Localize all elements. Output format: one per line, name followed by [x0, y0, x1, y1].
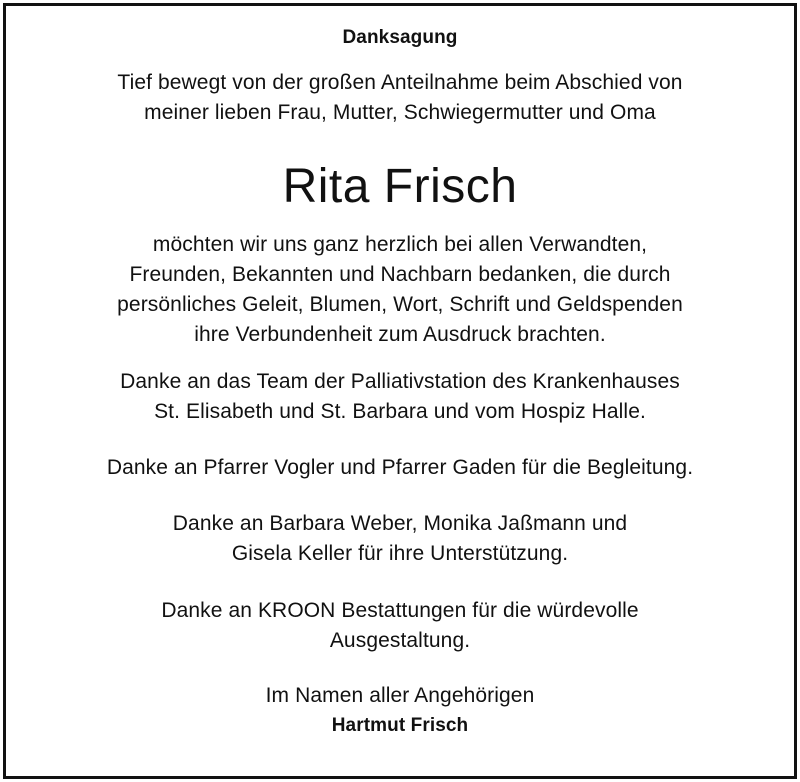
intro-paragraph	[6, 68, 794, 128]
thanks-support-line: Danke an Barbara Weber, Monika Jaßmann und	[172, 512, 628, 535]
closing-text: Im Namen aller Angehörigen	[265, 684, 535, 707]
thanks-hospital-line: Danke an das Team der Palliativstation des Krankenhauses	[120, 370, 680, 393]
deceased-name: Rita Frisch	[282, 160, 518, 213]
thanks-funeral-paragraph	[6, 596, 794, 656]
thanks-general-line: möchten wir uns ganz herzlich bei allen Verwandten,	[152, 233, 648, 256]
obituary-frame	[3, 3, 797, 779]
thanks-general-paragraph	[6, 230, 794, 350]
thanks-funeral-line: Danke an KROON Bestattungen für die würdevolle	[161, 599, 639, 622]
thanks-hospital-line: St. Elisabeth und St. Barbara und vom Hospiz Halle.	[154, 400, 646, 423]
notice-heading: Danksagung	[342, 27, 458, 48]
closing-block	[6, 681, 794, 741]
thanks-funeral-line: Ausgestaltung.	[329, 629, 471, 652]
signature-name: Hartmut Frisch	[331, 715, 469, 736]
thanks-general-line: ihre Verbundenheit zum Ausdruck brachten.	[194, 323, 606, 346]
thanks-general-line: persönliches Geleit, Blumen, Wort, Schrift und Geldspenden	[117, 293, 683, 316]
thanks-hospital-paragraph	[6, 367, 794, 427]
intro-line: Tief bewegt von der großen Anteilnahme beim Abschied von	[117, 71, 683, 94]
intro-line: meiner lieben Frau, Mutter, Schwiegermutter und Oma	[144, 101, 656, 124]
thanks-support-paragraph	[6, 509, 794, 569]
name-block	[6, 157, 794, 217]
thanks-general-line: Freunden, Bekannten und Nachbarn bedanken, die durch	[129, 263, 671, 286]
thanks-pastors-paragraph	[6, 453, 794, 483]
heading-block	[6, 23, 794, 53]
thanks-support-line: Gisela Keller für ihre Unterstützung.	[231, 542, 569, 565]
thanks-pastors-line: Danke an Pfarrer Vogler und Pfarrer Gaden für die Begleitung.	[106, 456, 694, 479]
